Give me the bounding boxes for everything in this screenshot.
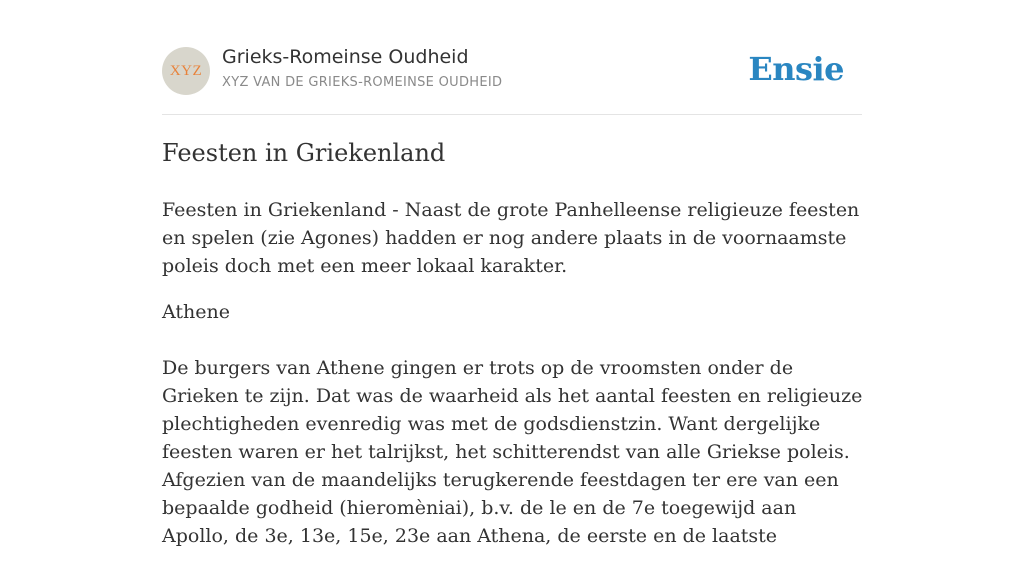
article <box>162 136 866 568</box>
avatar[interactable] <box>162 47 210 95</box>
publication-title[interactable]: Grieks-Romeinse Oudheid <box>222 46 469 68</box>
header <box>162 46 862 115</box>
article-intro: Feesten in Griekenland - Naast de grote Panhelleense religieuze feesten en spelen (zie Agones) hadden er nog andere plaats in de voornaamste poleis doch met een meer lokaal karakter. <box>162 199 860 277</box>
publication-subtitle: XYZ VAN DE GRIEKS-ROMEINSE OUDHEID <box>222 75 503 90</box>
section-heading: Athene <box>162 301 230 323</box>
brand-logo[interactable]: Ensie <box>748 50 844 88</box>
avatar-text: XYZ <box>169 62 203 79</box>
article-body: De burgers van Athene gingen er trots op de vroomsten onder de Grieken te zijn. Dat was de waarheid als het aantal feesten en religieuze plechtigheden evenredig was met de godsdienstzin. Want dergelijke feesten waren er het talrijkst, het schitterendst van alle Griekse poleis. Afgezien van de maandelijks terugkerende feestdagen ter ere van een bepaalde godheid (hieromèniai), b.v. de le en de 7e toegewijd aan Apollo, de 3e, 13e, 15e, 23e aan Athena, de eerste en de laatste <box>162 357 863 547</box>
article-title: Feesten in Griekenland <box>162 139 446 167</box>
